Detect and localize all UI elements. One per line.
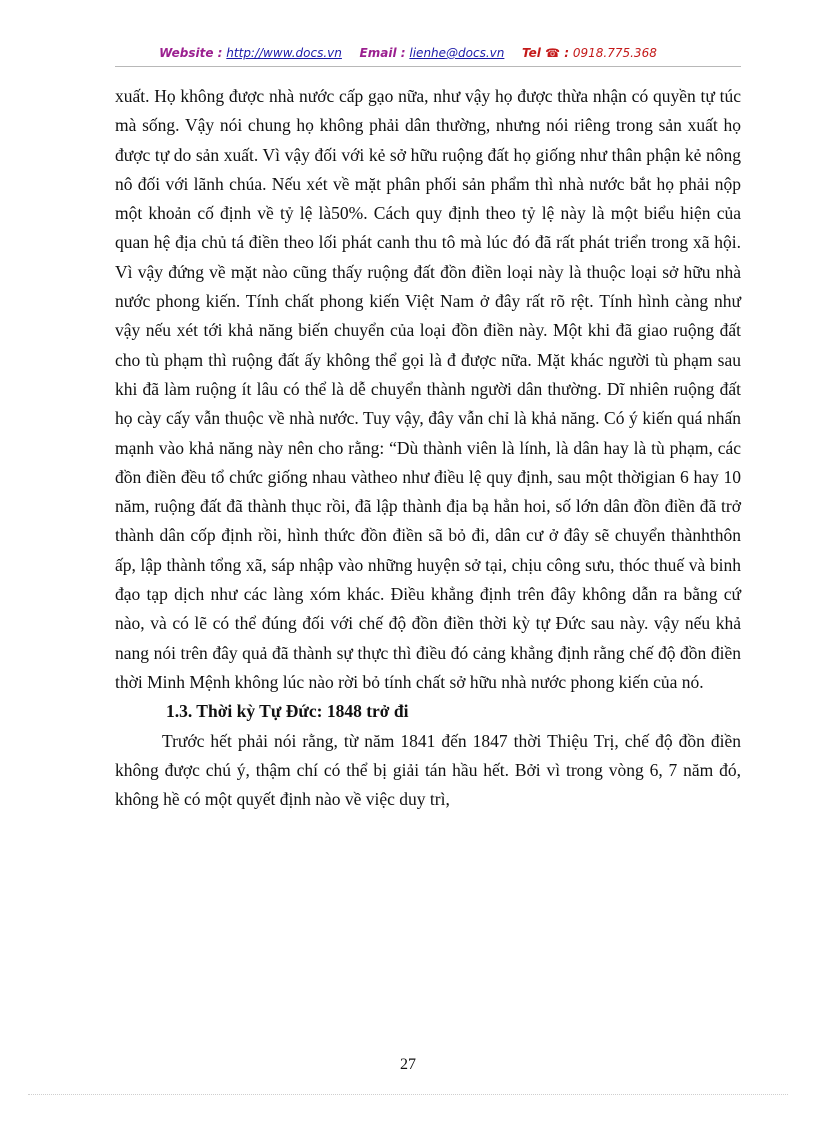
tel-label: Tel ☎ : (522, 46, 570, 60)
website-link[interactable]: http://www.docs.vn (226, 46, 342, 60)
body-paragraph: Trước hết phải nói rằng, từ năm 1841 đến 1847 thời Thiệu Trị, chế độ đồn điền không được chú ý, thậm chí có thể bị giải tán hầu hết. Bởi vì trong vòng 6, 7 năm đó, không hề có một quyết định nào về việc duy trì, (115, 730, 741, 810)
page-body (115, 82, 741, 814)
section-heading: 1.3. Thời kỳ Tự Đức: 1848 trở đi (166, 701, 409, 722)
email-link[interactable]: lienhe@docs.vn (409, 46, 505, 60)
footer-divider (28, 1094, 788, 1095)
header-divider (115, 66, 741, 67)
email-label: Email : (359, 46, 406, 60)
page-number: 27 (400, 1056, 416, 1073)
tel-number: 0918.775.368 (572, 46, 657, 60)
page-header (0, 46, 816, 60)
website-label: Website : (159, 46, 223, 60)
body-paragraph: xuất. Họ không được nhà nước cấp gạo nữa, như vậy họ được thừa nhận có quyền tự túc mà sống. Vậy nói chung họ không phải dân thường, nhưng nói riêng trong sản xuất họ được tự do sản xuất. Vì vậy đối với kẻ sở hữu ruộng đất họ giống như thân phận kẻ nông nô đối với lãnh chúa. Nếu xét về mặt phân phối sản phẩm thì nhà nước bắt họ phải nộp một khoản cố định về tỷ lệ là50%. Cách quy định theo tỷ lệ này là một biểu hiện của quan hệ địa chủ tá điền theo lối phát canh thu tô mà lúc đó đã rất phát triển trong xã hội. Vì vậy đứng về mặt nào cũng thấy ruộng đất đồn điền loại này là thuộc loại sở hữu nhà nước phong kiến. Tính chất phong kiến Việt Nam ở đây rất rõ rệt. Tính hình càng như vậy nếu xét tới khả năng biến chuyển của loại đồn điền này. Một khi đã giao ruộng đất cho tù phạm thì ruộng đất ấy không thể gọi là đ được nữa. Mặt khác người tù phạm sau khi đã làm ruộng ít lâu có thể là dễ chuyển thành người dân thường. Dĩ nhiên ruộng đất họ cày cấy vẫn thuộc về nhà nước. Tuy vậy, đây vẫn chỉ là khả năng. Có ý kiến quá nhấn mạnh vào khả năng này nên cho rằng: “Dù thành viên là lính, là dân hay là tù phạm, các đồn điền đều tổ chức giống nhau vàtheo như điều lệ quy định, sau một thờigian 6 hay 10 năm, ruộng đất đã thành thục rồi, đã lập thành địa bạ hẳn hoi, số lớn dân đồn điền đã trở thành dân cốp định rồi, hình thức đồn điền sã bỏ đi, dân cư ở đây sẽ chuyển thànhthôn ấp, lập thành tổng xã, sáp nhập vào những huyện sở tại, chịu công sưu, thóc thuế và binh đạo tạp dịch như các làng xóm khác. Điều khẳng định trên đây không dẫn ra bằng cứ nào, và có lẽ có thể đúng đối với chế độ đồn điền thời kỳ tự Đức sau này. vậy nếu khả nang nói trên đây quả đã thành sự thực thì điều đó cảng khẳng định rằng chế độ đồn điền thời Minh Mệnh không lúc nào rời bỏ tính chất sở hữu nhà nước phong kiến của nó. (115, 86, 741, 692)
